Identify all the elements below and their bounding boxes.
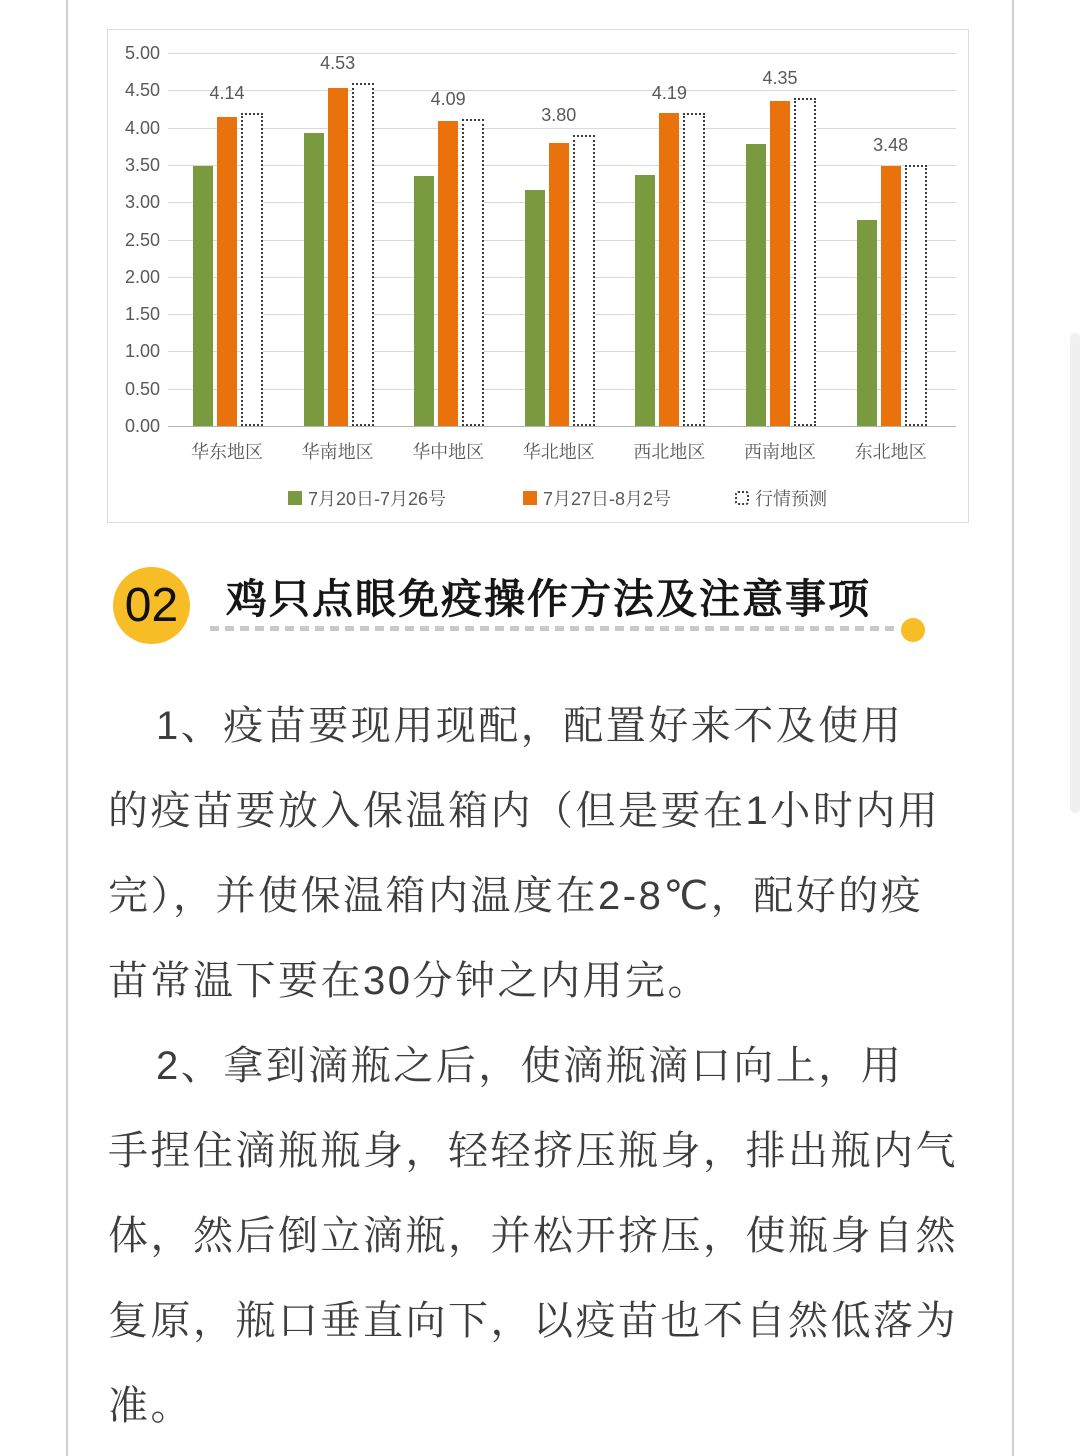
x-axis-category-label: 华东地区 [191, 442, 263, 462]
y-gridline [168, 53, 956, 54]
legend-label: 行情预测 [755, 489, 827, 509]
bar-value-label: 4.14 [209, 82, 245, 103]
y-axis-tick-label: 4.50 [124, 80, 160, 101]
divider-end-dot [901, 618, 925, 642]
scrollbar-thumb[interactable] [1070, 333, 1080, 813]
y-axis-tick-label: 1.50 [124, 304, 160, 325]
dashed-divider [210, 626, 898, 631]
chart-bar [905, 165, 927, 426]
legend-swatch-icon [735, 491, 749, 505]
x-axis-category-label: 西南地区 [744, 442, 816, 462]
chart-bar [857, 220, 877, 426]
y-axis-tick-label: 0.50 [124, 378, 160, 399]
chart-bar [683, 113, 705, 426]
bar-value-label: 3.48 [873, 134, 909, 155]
legend-swatch-icon [288, 491, 302, 505]
article-text-line: 2、拿到滴瓶之后，使滴瓶滴口向上，用 [156, 1044, 904, 1088]
chart-bar [193, 166, 213, 426]
article-text-line: 复原，瓶口垂直向下，以疫苗也不自然低落为 [108, 1299, 958, 1343]
chart-bar [659, 113, 679, 426]
article-text-line: 1、疫苗要现用现配，配置好来不及使用 [156, 704, 904, 748]
y-axis-tick-label: 3.00 [124, 192, 160, 213]
article-text-line: 苗常温下要在30分钟之内用完。 [108, 959, 710, 1003]
chart-bar [770, 101, 790, 426]
chart-bar [549, 143, 569, 426]
legend-swatch-icon [523, 491, 537, 505]
article-text-line: 准。 [108, 1384, 193, 1428]
y-axis-tick-label: 3.50 [124, 154, 160, 175]
x-axis-category-label: 华中地区 [412, 442, 485, 462]
chart-bar [328, 88, 348, 426]
content-left-border [66, 0, 68, 1456]
article-body [108, 684, 978, 1449]
y-gridline [168, 90, 956, 91]
legend-item [288, 485, 446, 511]
bar-value-label: 4.53 [320, 52, 356, 73]
legend-label: 7月20日-7月26号 [308, 489, 447, 509]
chart-bar [525, 190, 545, 426]
x-axis-line [168, 426, 956, 427]
x-axis-category-label: 华北地区 [522, 442, 595, 462]
chart-bar [462, 119, 484, 426]
chart-bar [304, 133, 324, 426]
article-text-line: 手捏住滴瓶瓶身，轻轻挤压瓶身，排出瓶内气 [108, 1129, 958, 1173]
chart-bar [217, 117, 237, 426]
bar-value-label: 3.80 [541, 105, 577, 126]
bar-value-label: 4.35 [762, 67, 798, 88]
y-axis-tick-label: 1.00 [124, 341, 160, 362]
article-text-line: 的疫苗要放入保温箱内（但是要在1小时内用 [108, 789, 941, 833]
chart-bar [573, 135, 595, 426]
content-right-border [1012, 0, 1014, 1456]
x-axis-category-label: 西北地区 [633, 442, 706, 462]
chart-bar [794, 98, 816, 426]
legend-label: 7月27日-8月2号 [543, 489, 672, 509]
chart-bar [241, 113, 263, 426]
y-axis-tick-label: 4.00 [124, 117, 160, 138]
article-text-line: 体，然后倒立滴瓶，并松开挤压，使瓶身自然 [108, 1214, 958, 1258]
chart-bar [352, 83, 374, 426]
chart-bar [414, 176, 434, 426]
article-text-line: 完），并使保温箱内温度在2-8℃，配好的疫 [108, 874, 924, 918]
bar-chart [107, 29, 969, 523]
y-axis-tick-label: 5.00 [124, 43, 160, 63]
section-number: 02 [124, 579, 179, 632]
y-axis-tick-label: 2.50 [124, 229, 160, 250]
chart-bar [635, 175, 655, 426]
legend-item [523, 485, 671, 511]
legend-item [735, 485, 827, 511]
chart-bar [438, 121, 458, 426]
y-gridline [168, 128, 956, 129]
y-axis-tick-label: 0.00 [124, 416, 160, 436]
y-axis-tick-label: 2.00 [124, 266, 160, 287]
chart-bar [881, 166, 901, 426]
x-axis-category-label: 华南地区 [301, 442, 374, 462]
x-axis-category-label: 东北地区 [854, 442, 927, 462]
chart-bar [746, 144, 766, 426]
bar-value-label: 4.09 [430, 89, 466, 110]
bar-value-label: 4.19 [651, 82, 687, 103]
section-title: 鸡只点眼免疫操作方法及注意事项 [226, 576, 871, 622]
section-number-badge [113, 567, 190, 644]
